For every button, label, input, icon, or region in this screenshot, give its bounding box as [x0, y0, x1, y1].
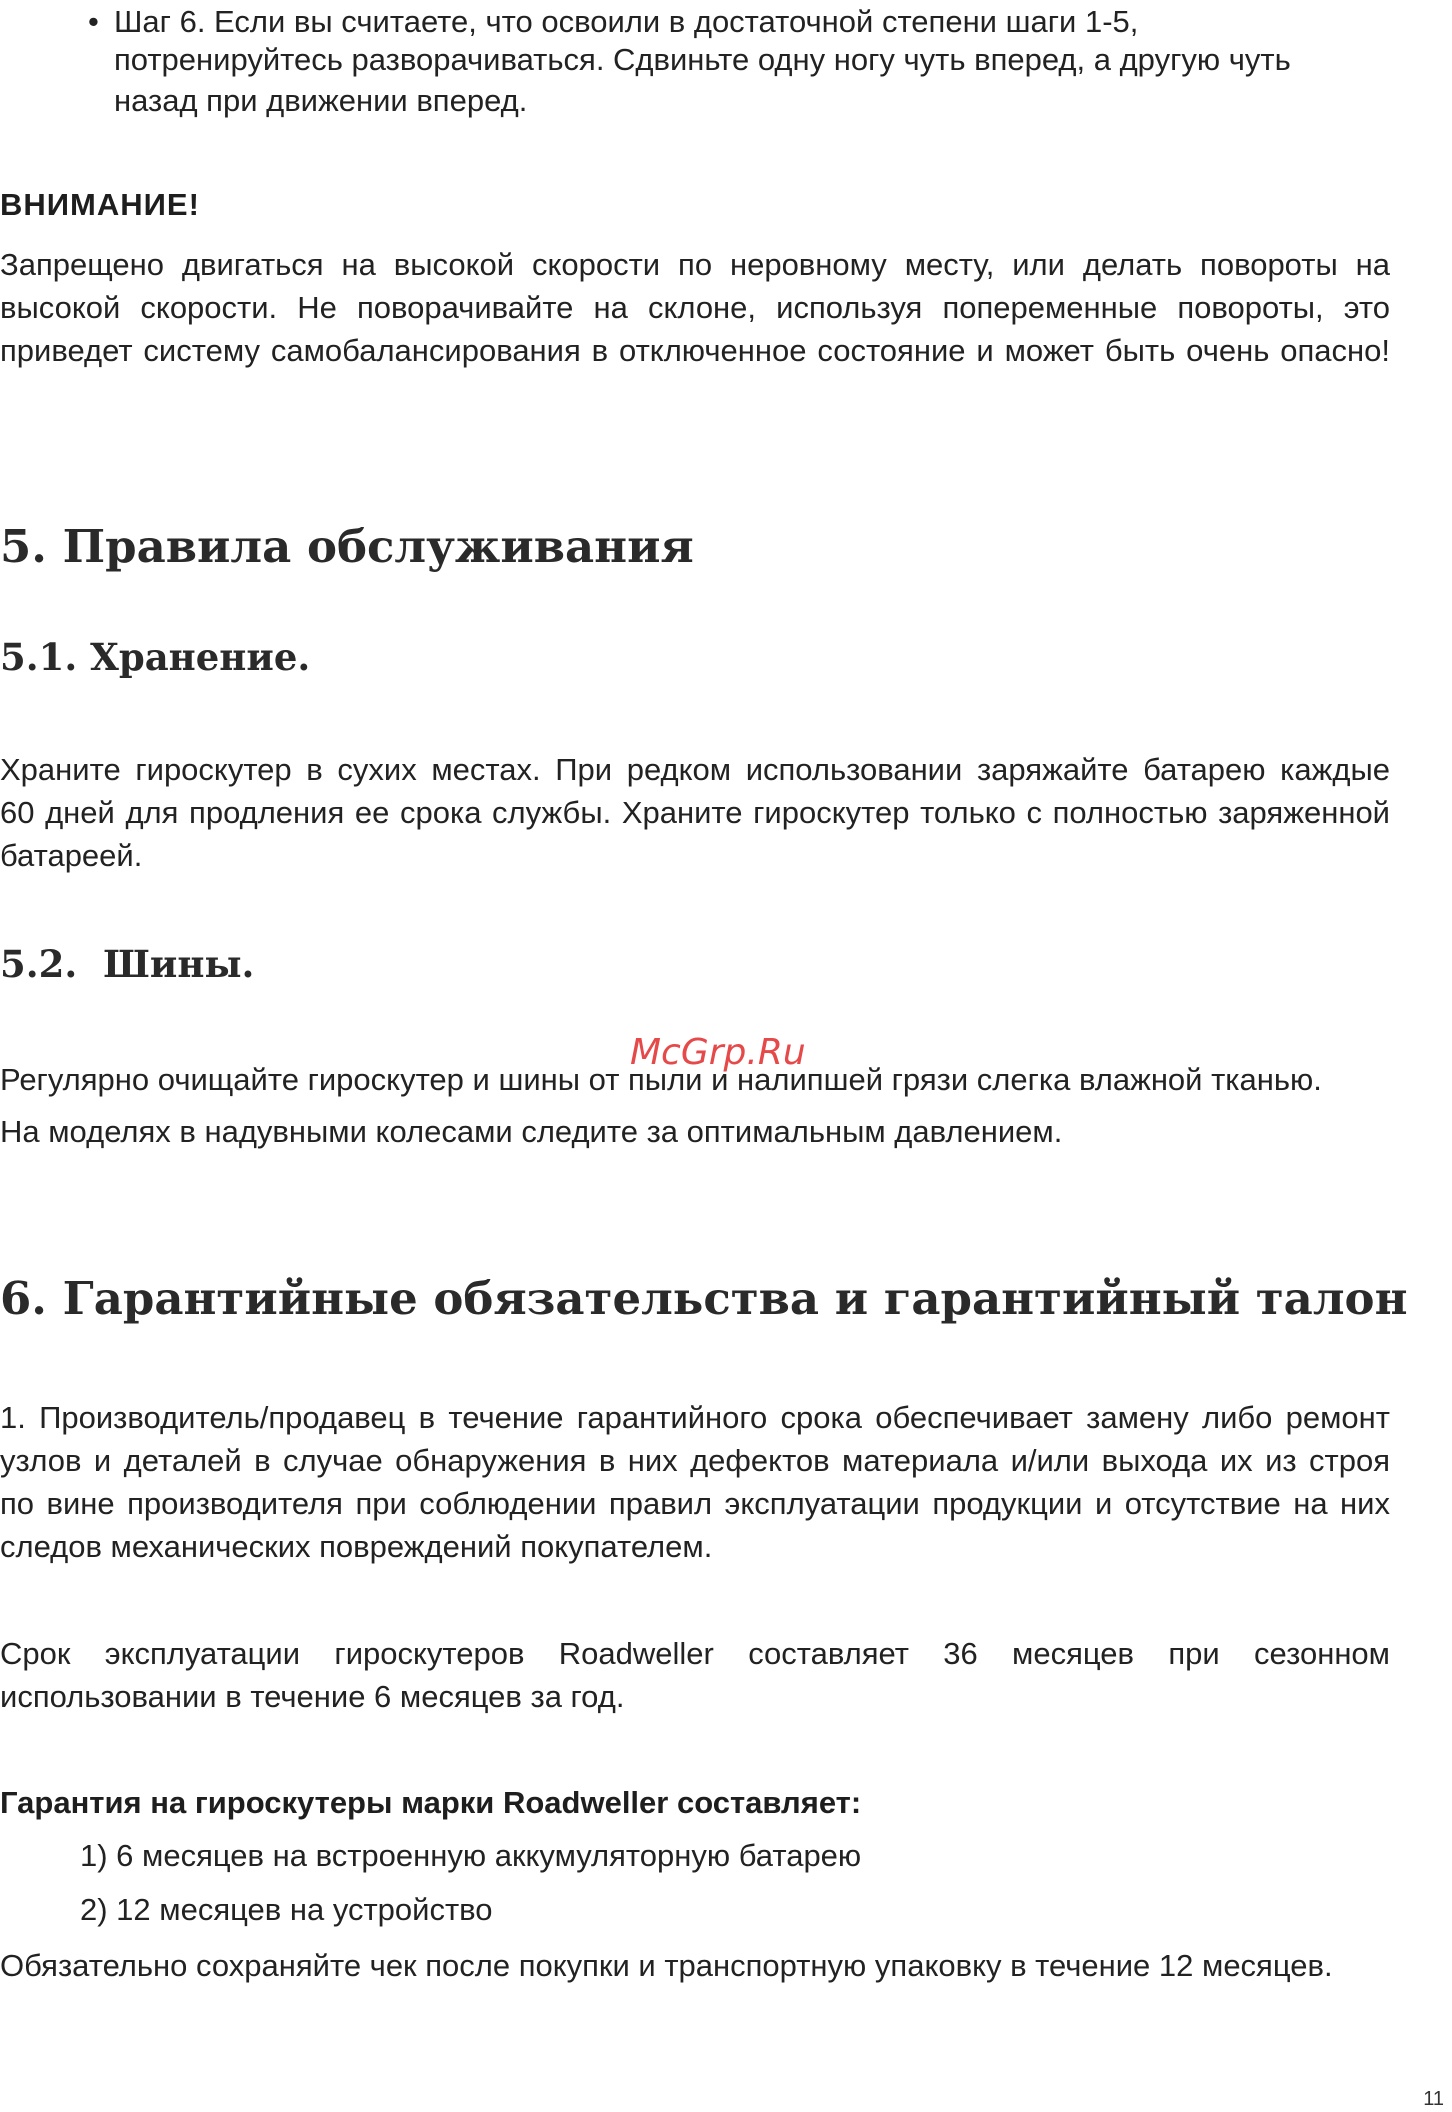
guarantee-item-2: 2) 12 месяцев на устройство — [80, 1892, 493, 1927]
storage-line-1: Храните гироскутер в сухих местах. При редком использовании заряжайте батарею каждые — [0, 752, 1390, 787]
page-number: 11 — [1423, 2088, 1444, 2110]
guarantee-title: Гарантия на гироскутеры марки Roadweller составляет: — [0, 1785, 862, 1820]
warranty-p1-line-2: узлов и деталей в случае обнаружения в них дефектов материала и/или выхода их из строя — [0, 1443, 1390, 1478]
warranty-p1-line-3: по вине производителя при соблюдении правил эксплуатации продукции и отсутствие на них — [0, 1486, 1390, 1521]
warning-line-3: приведет систему самобалансирования в отключенное состояние и может быть очень опасно! — [0, 333, 1390, 368]
section5-2-heading: 5.2. Шины. — [0, 942, 255, 986]
bullet-icon: • — [88, 4, 99, 39]
warranty-p1-line-4: следов механических повреждений покупателем. — [0, 1529, 713, 1564]
guarantee-item-1: 1) 6 месяцев на встроенную аккумуляторную батарею — [80, 1838, 862, 1873]
step6-line-1: Шаг 6. Если вы считаете, что освоили в достаточной степени шаги 1-5, — [114, 4, 1139, 39]
warning-line-2: высокой скорости. Не поворачивайте на склоне, используя попеременные повороты, это — [0, 290, 1390, 325]
service-life-line-1: Срок эксплуатации гироскутеров Roadweller составляет 36 месяцев при сезонном — [0, 1636, 1390, 1671]
service-life-line-2: использовании в течение 6 месяцев за год. — [0, 1679, 625, 1714]
section5-1-heading: 5.1. Хранение. — [0, 635, 311, 679]
step6-line-2: потренируйтесь разворачиваться. Сдвиньте одну ногу чуть вперед, а другую чуть — [114, 42, 1291, 77]
tires-line-1: Регулярно очищайте гироскутер и шины от пыли и налипшей грязи слегка влажной тканью. — [0, 1062, 1322, 1097]
section6-heading: 6. Гарантийные обязательства и гарантийный талон — [0, 1272, 1408, 1325]
warning-line-1: Запрещено двигаться на высокой скорости по неровному месту, или делать повороты на — [0, 247, 1390, 282]
step6-line-3: назад при движении вперед. — [114, 83, 528, 118]
watermark: McGrp.Ru — [630, 1032, 806, 1073]
tires-line-2: На моделях в надувными колесами следите за оптимальным давлением. — [0, 1114, 1063, 1149]
final-note: Обязательно сохраняйте чек после покупки и транспортную упаковку в течение 12 месяцев. — [0, 1948, 1333, 1983]
storage-line-3: батареей. — [0, 838, 143, 873]
warning-title: ВНИМАНИЕ! — [0, 187, 200, 222]
warranty-p1-line-1: 1. Производитель/продавец в течение гарантийного срока обеспечивает замену либо ремонт — [0, 1400, 1390, 1435]
section5-heading: 5. Правила обслуживания — [0, 520, 694, 573]
storage-line-2: 60 дней для продления ее срока службы. Храните гироскутер только с полностью заряженной — [0, 795, 1390, 830]
